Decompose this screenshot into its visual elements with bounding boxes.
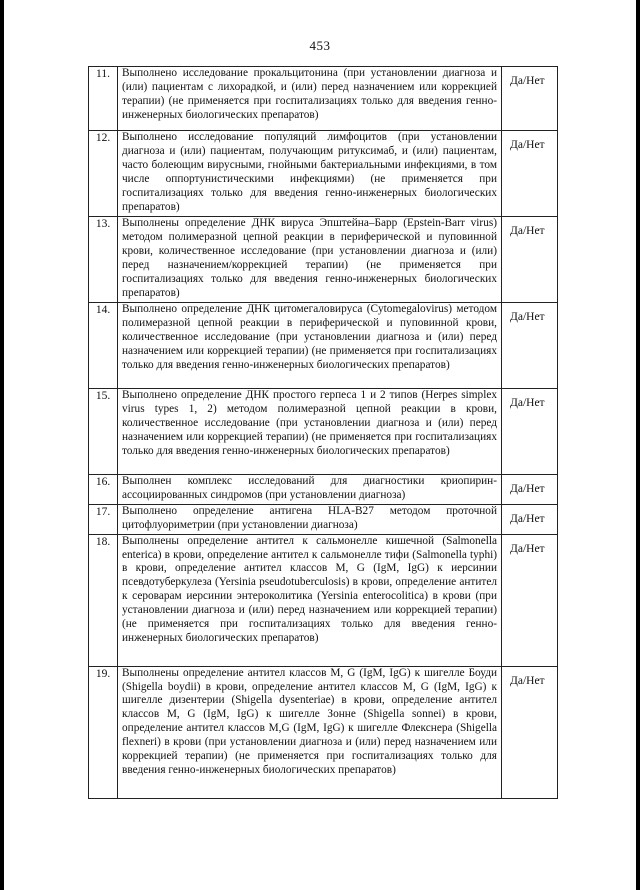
table-row — [89, 504, 558, 534]
row-answer: Да/Нет — [502, 504, 558, 534]
row-number: 13. — [89, 217, 118, 303]
row-number: 16. — [89, 475, 118, 505]
table-row — [89, 303, 558, 389]
scan-border-left — [0, 0, 4, 890]
row-answer: Да/Нет — [502, 534, 558, 666]
row-answer: Да/Нет — [502, 131, 558, 217]
row-answer: Да/Нет — [502, 389, 558, 475]
table-row — [89, 475, 558, 505]
row-number: 17. — [89, 504, 118, 534]
row-number: 14. — [89, 303, 118, 389]
table-row — [89, 534, 558, 666]
table-row — [89, 666, 558, 798]
row-number: 11. — [89, 67, 118, 131]
row-description: Выполнены определение антител классов M, G (IgM, IgG) к шигелле Боуди (Shigella boydii) в крови, определение антител классов M, G (IgM, IgG) к шигелле дизентерии (Shigella dysenteriae) в крови, определение антител классов M, G (IgM, IgG) к шигелле Зонне (Shigella sonnei) в крови, определение антител классов M,G (IgM, IgG) к шигелле Флекснера (Shigella flexneri) в крови (при установлении диагноза и (или) перед назначением или коррекцией терапии) (не применяется при госпитализациях только для введения генно-инженерных биологических препаратов) — [118, 666, 502, 798]
table-row — [89, 217, 558, 303]
page-number: 453 — [309, 38, 331, 53]
row-number: 15. — [89, 389, 118, 475]
row-number: 12. — [89, 131, 118, 217]
scan-border-right — [636, 0, 640, 890]
row-number: 19. — [89, 666, 118, 798]
row-answer: Да/Нет — [502, 67, 558, 131]
row-description: Выполнен комплекс исследований для диагностики криопирин-ассоциированных синдромов (при установлении диагноза) — [118, 475, 502, 505]
table-row — [89, 389, 558, 475]
row-description: Выполнено исследование популяций лимфоцитов (при установлении диагноза и (или) пациентам, получающим ритуксимаб, и (или) пациентам, часто болеющим вирусными, гнойными бактериальными инфекциями, в том числе оппортунистическими инфекциями) (не применяется при госпитализациях только для введения генно-инженерных биологических препаратов) — [118, 131, 502, 217]
row-answer: Да/Нет — [502, 303, 558, 389]
row-description: Выполнены определение ДНК вируса Эпштейна–Барр (Epstein-Barr virus) методом полимеразной цепной реакции в периферической и пуповинной крови, количественное исследование (при установлении диагноза и (или) перед назначением/коррекцией терапии) (не применяется при госпитализациях только для введения генно-инженерных биологических препаратов) — [118, 217, 502, 303]
row-description: Выполнено исследование прокальцитонина (при установлении диагноза и (или) пациентам с лихорадкой, и (или) перед назначением или коррекцией терапии) (не применяется при госпитализациях только для введения генно-инженерных биологических препаратов) — [118, 67, 502, 131]
table-row — [89, 131, 558, 217]
row-answer: Да/Нет — [502, 217, 558, 303]
table-row — [89, 67, 558, 131]
row-description: Выполнены определение антител к сальмонелле кишечной (Salmonella enterica) в крови, определение антител к сальмонелле тифи (Salmonella typhi) в крови, определение антител классов M, G (IgM, IgG) к иерсинии псевдотуберкулеза (Yersinia pseudotuberculosis) в крови, определение антител к сероварам иерсинии энтероколитика (Yersinia enterocolitica) в крови (при установлении диагноза и (или) перед назначением или коррекцией терапии) (не применяется при госпитализациях только для введения генно-инженерных биологических препаратов) — [118, 534, 502, 666]
row-description: Выполнено определение антигена HLA-B27 методом проточной цитофлуориметрии (при установлении диагноза) — [118, 504, 502, 534]
criteria-table — [88, 66, 558, 799]
row-number: 18. — [89, 534, 118, 666]
row-description: Выполнено определение ДНК цитомегаловируса (Cytomegalovirus) методом полимеразной цепной реакции в периферической и пуповинной крови, количественное исследование (при установлении диагноза и (или) перед назначением или коррекцией терапии) (не применяется при госпитализациях только для введения генно-инженерных биологических препаратов) — [118, 303, 502, 389]
row-answer: Да/Нет — [502, 475, 558, 505]
row-description: Выполнено определение ДНК простого герпеса 1 и 2 типов (Herpes simplex virus types 1, 2) методом полимеразной цепной реакции в крови, количественное исследование (при установлении диагноза и (или) перед назначением или коррекцией терапии) (не применяется при госпитализациях только для введения генно-инженерных биологических препаратов) — [118, 389, 502, 475]
row-answer: Да/Нет — [502, 666, 558, 798]
